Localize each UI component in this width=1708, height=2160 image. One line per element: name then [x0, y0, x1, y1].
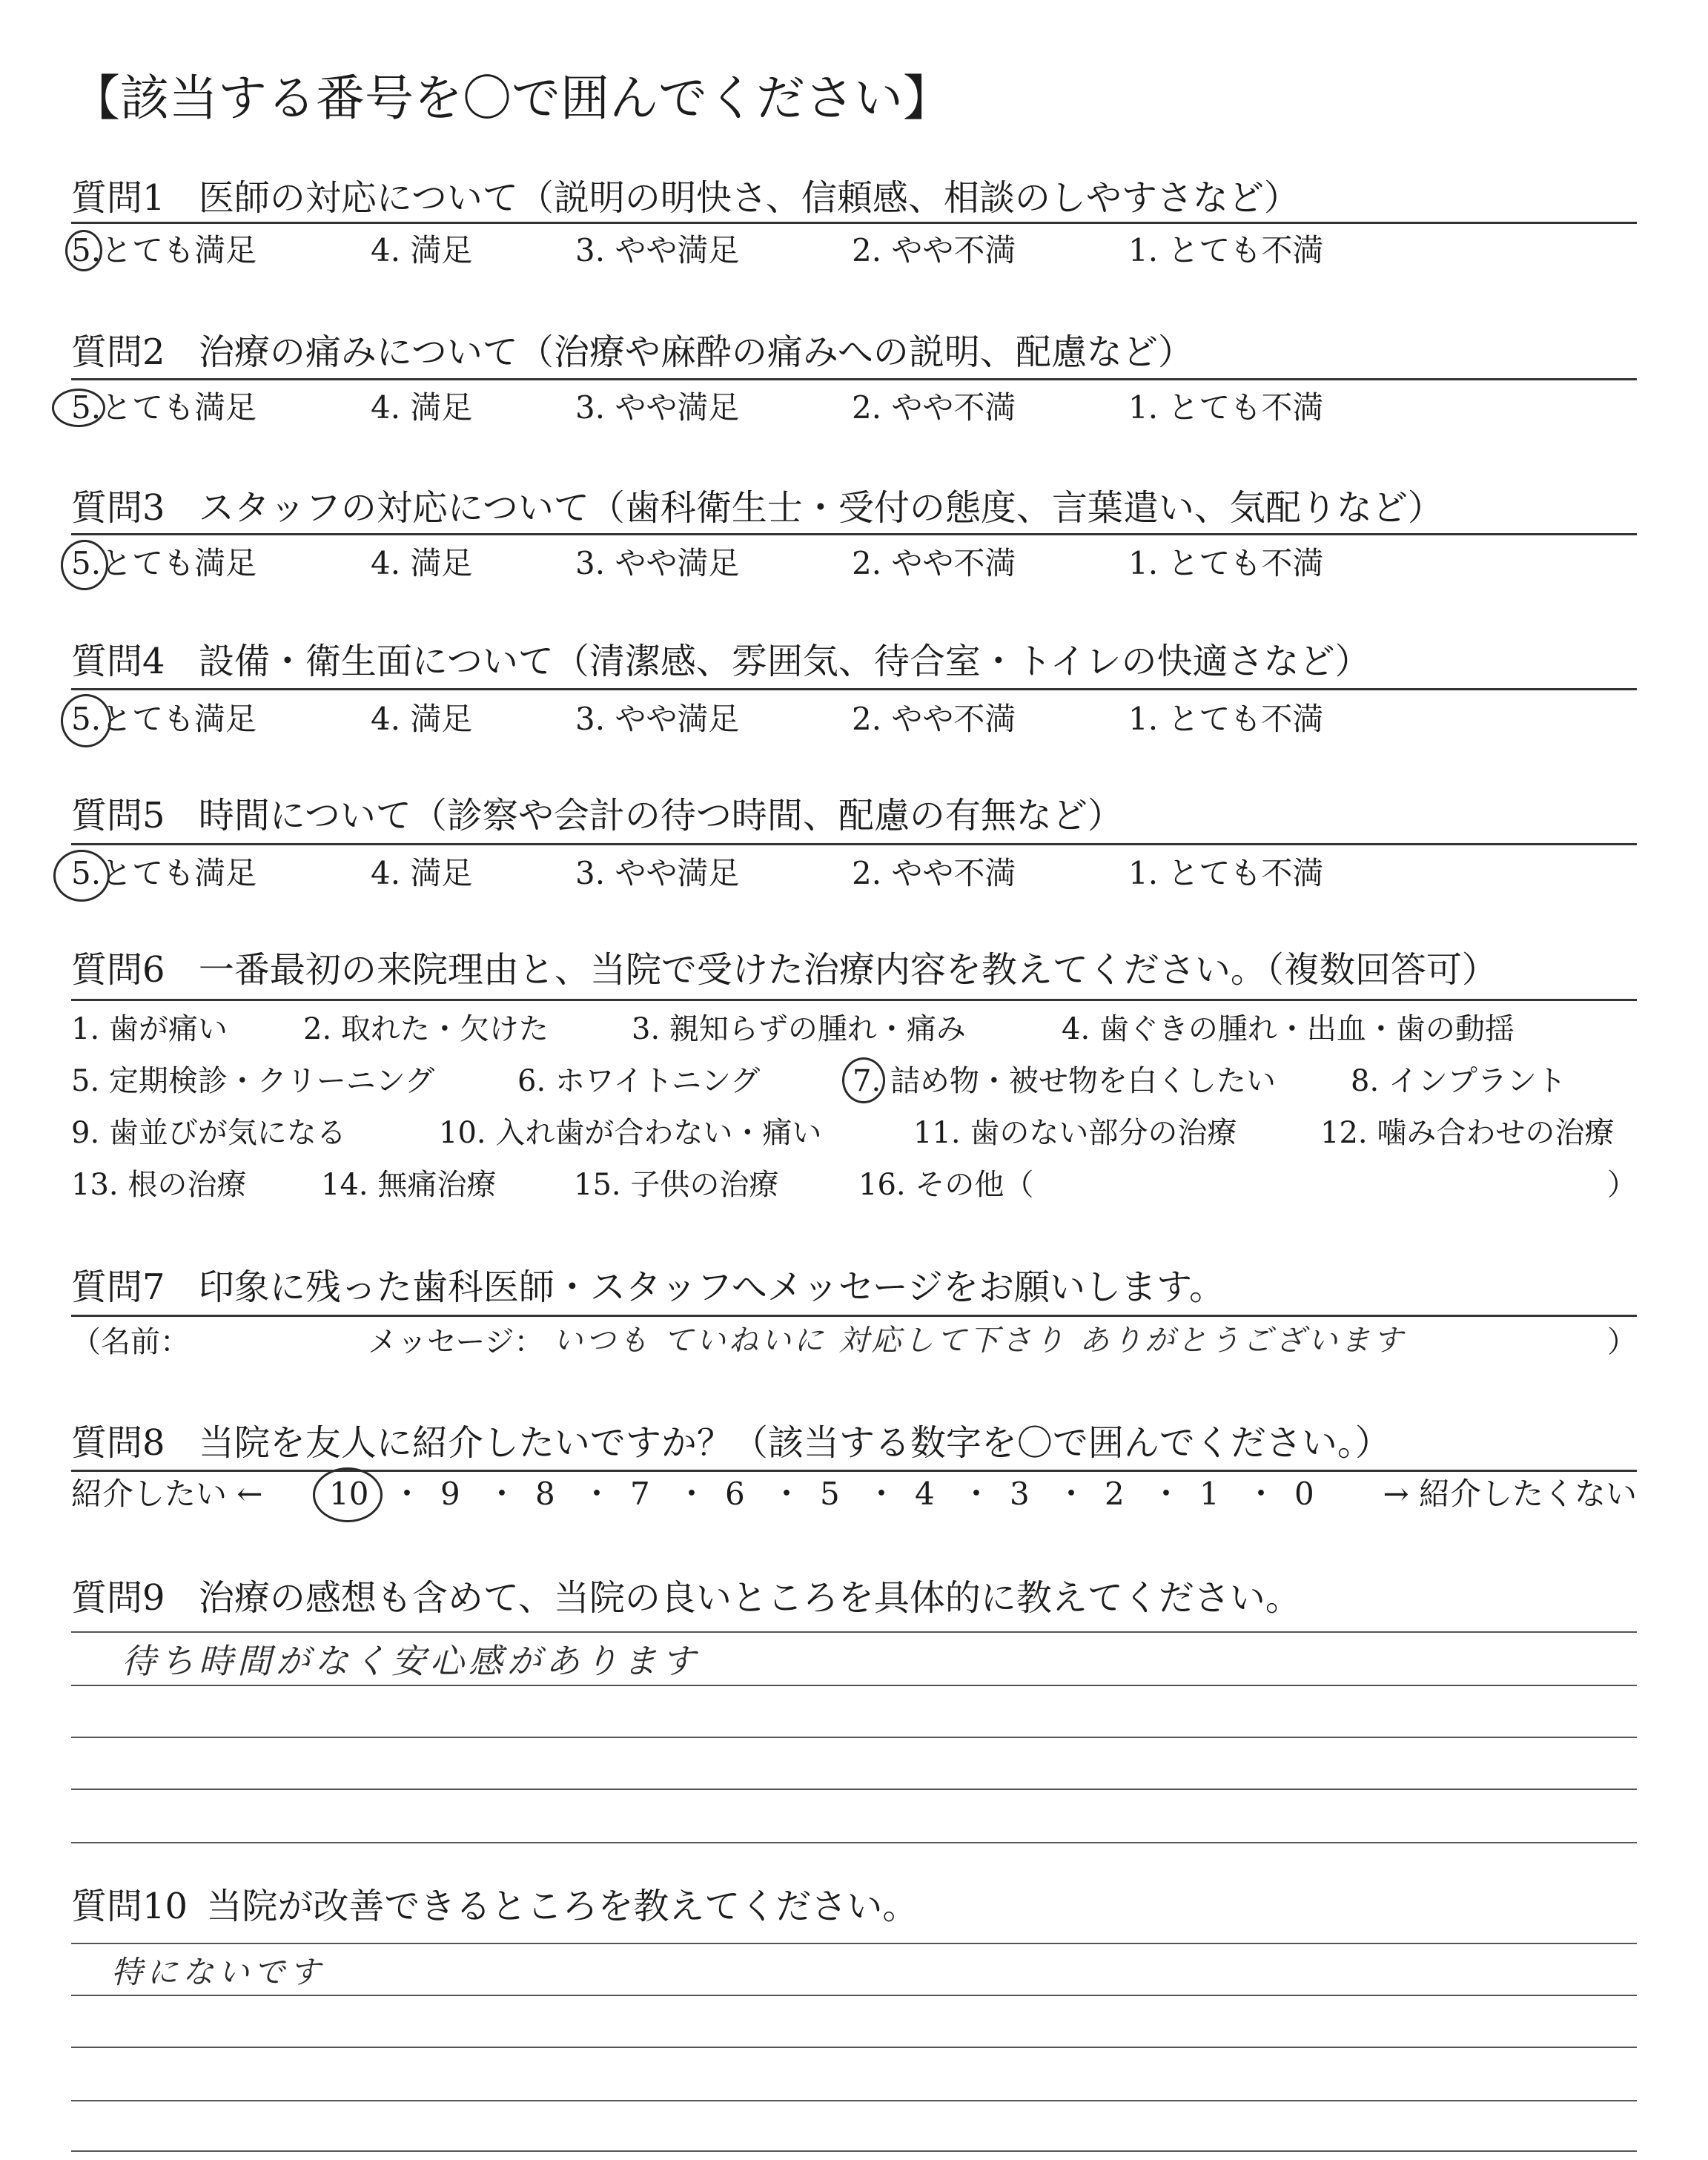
- q9-answer-line: [71, 1631, 1637, 1633]
- question-7-label: 質問7: [71, 1266, 165, 1308]
- q6-option-8[interactable]: 8. インプラント: [1351, 1064, 1566, 1098]
- q6-selection-circle: [842, 1057, 885, 1103]
- q8-scale-6[interactable]: 6: [725, 1476, 745, 1512]
- survey-title: 【該当する番号を〇で囲んでください】: [71, 70, 952, 127]
- question-2-rule: [71, 378, 1637, 380]
- q1-option-1[interactable]: 1. とても不満: [1128, 232, 1324, 268]
- q8-separator: ・: [866, 1476, 898, 1512]
- question-7-rule: [71, 1315, 1637, 1317]
- q6-options-row-1: [71, 1007, 1637, 1051]
- q6-options-row-2: [71, 1059, 1637, 1103]
- q2-option-4[interactable]: 4. 満足: [371, 389, 473, 426]
- q3-selection-circle: [61, 540, 108, 590]
- q6-option-5[interactable]: 5. 定期検診・クリーニング: [71, 1064, 435, 1098]
- question-9-heading: [71, 1576, 1301, 1620]
- q10-answer-text[interactable]: 特にないです: [111, 1954, 325, 1990]
- q10-answer-line: [71, 2150, 1637, 2152]
- q2-option-5[interactable]: 5.とても満足: [71, 389, 257, 426]
- question-4-heading: [71, 639, 1370, 684]
- q5-option-2[interactable]: 2. やや不満: [852, 855, 1016, 891]
- q2-option-2[interactable]: 2. やや不満: [852, 389, 1016, 426]
- q6-option-7[interactable]: 7. 詰め物・被せ物を白くしたい: [853, 1064, 1276, 1098]
- question-2-heading: [71, 330, 1194, 374]
- q2-option-1[interactable]: 1. とても不満: [1128, 389, 1324, 426]
- q8-scale-1[interactable]: 1: [1199, 1476, 1219, 1512]
- q4-option-4[interactable]: 4. 満足: [371, 701, 473, 737]
- q9-answer-line: [71, 1842, 1637, 1843]
- question-4-options: [71, 697, 1637, 742]
- question-3-label: 質問3: [71, 487, 165, 529]
- q1-option-3[interactable]: 3. やや満足: [575, 232, 740, 268]
- question-6-label: 質問6: [71, 949, 165, 991]
- question-10-heading: [71, 1884, 918, 1929]
- q1-option-5[interactable]: 5.とても満足: [71, 232, 257, 268]
- q6-options-row-3: [71, 1111, 1637, 1155]
- question-7-heading: [71, 1265, 1225, 1309]
- q6-option-14[interactable]: 14. 無痛治療: [321, 1168, 497, 1202]
- q6-option-6[interactable]: 6. ホワイトニング: [517, 1064, 761, 1098]
- q8-scale-9[interactable]: 9: [440, 1476, 460, 1512]
- question-5-heading: [71, 793, 1123, 838]
- q8-scale-8[interactable]: 8: [535, 1476, 555, 1512]
- q7-message-text[interactable]: いつも ていねいに 対応して下さり ありがとうございます: [553, 1324, 1406, 1358]
- q8-right-label: → 紹介したくない: [1383, 1476, 1637, 1512]
- q4-option-5[interactable]: 5.とても満足: [71, 701, 257, 737]
- q2-option-3[interactable]: 3. やや満足: [575, 389, 740, 426]
- q9-answer-line: [71, 1789, 1637, 1790]
- q1-selection-circle: [65, 230, 102, 271]
- q5-option-4[interactable]: 4. 満足: [371, 855, 473, 891]
- q8-separator: ・: [391, 1476, 423, 1512]
- q3-option-4[interactable]: 4. 満足: [371, 545, 473, 581]
- question-3-options: [71, 541, 1637, 586]
- question-2-text: 治療の痛みについて（治療や麻酔の痛みへの説明、配慮など）: [198, 331, 1194, 373]
- q3-option-5[interactable]: 5.とても満足: [71, 545, 257, 581]
- q5-option-5[interactable]: 5.とても満足: [71, 855, 257, 891]
- question-8-heading: [71, 1421, 1391, 1465]
- q4-selection-circle: [61, 694, 111, 747]
- question-1-label: 質問1: [71, 177, 165, 219]
- question-1-options: [71, 228, 1637, 273]
- q6-option-11[interactable]: 11. 歯のない部分の治療: [913, 1116, 1237, 1150]
- q5-option-3[interactable]: 3. やや満足: [575, 855, 740, 891]
- q8-scale-row: [71, 1472, 1637, 1516]
- q10-answer-line: [71, 1943, 1637, 1944]
- q8-separator: ・: [1245, 1476, 1277, 1512]
- question-5-text: 時間について（診察や会計の待つ時間、配慮の有無など）: [198, 795, 1123, 836]
- question-5-options: [71, 851, 1637, 896]
- q8-separator: ・: [1056, 1476, 1088, 1512]
- q7-message-label: メッセージ：: [368, 1325, 544, 1359]
- question-8-label: 質問8: [71, 1422, 165, 1464]
- q2-selection-circle: [52, 389, 105, 427]
- q10-answer-line: [71, 2047, 1637, 2048]
- q9-answer-line: [71, 1685, 1637, 1686]
- q6-option-10[interactable]: 10. 入れ歯が合わない・痛い: [439, 1116, 822, 1150]
- question-1-rule: [71, 222, 1637, 224]
- question-8-text: 当院を友人に紹介したいですか？（該当する数字を〇で囲んでください。）: [198, 1422, 1391, 1464]
- question-3-rule: [71, 533, 1637, 535]
- q6-option-1[interactable]: 1. 歯が痛い: [71, 1012, 228, 1046]
- q6-option-3[interactable]: 3. 親知らずの腫れ・痛み: [632, 1012, 966, 1046]
- question-10-label: 質問10: [71, 1886, 188, 1927]
- q1-option-4[interactable]: 4. 満足: [371, 232, 473, 268]
- q8-separator: ・: [1151, 1476, 1182, 1512]
- q5-option-1[interactable]: 1. とても不満: [1128, 855, 1324, 891]
- q6-option-4[interactable]: 4. 歯ぐきの腫れ・出血・歯の動揺: [1062, 1012, 1515, 1046]
- q8-scale-10[interactable]: 10: [329, 1476, 369, 1512]
- question-6-heading: [71, 948, 1497, 992]
- q8-scale-5[interactable]: 5: [820, 1476, 840, 1512]
- question-6-rule: [71, 999, 1637, 1001]
- q6-option-13[interactable]: 13. 根の治療: [71, 1168, 247, 1202]
- question-4-rule: [71, 688, 1637, 690]
- q6-options-row-4: [71, 1163, 1637, 1207]
- question-2-label: 質問2: [71, 331, 165, 373]
- question-10-text: 当院が改善できるところを教えてください。: [206, 1886, 918, 1927]
- q8-scale-4[interactable]: 4: [915, 1476, 935, 1512]
- q9-answer-text[interactable]: 待ち時間がなく安心感があります: [122, 1641, 700, 1681]
- question-2-options: [71, 386, 1637, 430]
- q6-option-2[interactable]: 2. 取れた・欠けた: [303, 1012, 549, 1046]
- question-5-rule: [71, 843, 1637, 845]
- q7-message-row: [71, 1320, 1637, 1364]
- q8-separator: ・: [961, 1476, 993, 1512]
- q9-answer-line: [71, 1737, 1637, 1738]
- q1-option-2[interactable]: 2. やや不満: [852, 232, 1016, 268]
- q6-other-close-paren: ）: [1607, 1168, 1637, 1202]
- q8-scale-0[interactable]: 0: [1294, 1476, 1314, 1512]
- q4-option-2[interactable]: 2. やや不満: [852, 701, 1016, 737]
- question-3-heading: [71, 486, 1443, 530]
- q8-selection-circle: [313, 1467, 383, 1522]
- q6-option-15[interactable]: 15. 子供の治療: [574, 1168, 779, 1202]
- q4-option-1[interactable]: 1. とても不満: [1128, 701, 1324, 737]
- q4-option-3[interactable]: 3. やや満足: [575, 701, 740, 737]
- q3-option-2[interactable]: 2. やや不満: [852, 545, 1016, 581]
- question-3-text: スタッフの対応について（歯科衛生士・受付の態度、言葉遣い、気配りなど）: [198, 487, 1443, 529]
- q3-option-1[interactable]: 1. とても不満: [1128, 545, 1324, 581]
- q10-answer-line: [71, 2100, 1637, 2101]
- question-5-label: 質問5: [71, 795, 165, 836]
- q8-separator: ・: [676, 1476, 708, 1512]
- question-1-text: 医師の対応について（説明の明快さ、信頼感、相談のしやすさなど）: [198, 177, 1300, 219]
- q6-option-12[interactable]: 12. 噛み合わせの治療: [1320, 1116, 1615, 1150]
- q6-option-9[interactable]: 9. 歯並びが気になる: [71, 1116, 346, 1150]
- q8-scale-2[interactable]: 2: [1105, 1476, 1125, 1512]
- q8-separator: ・: [581, 1476, 613, 1512]
- q8-scale-7[interactable]: 7: [630, 1476, 650, 1512]
- question-4-text: 設備・衛生面について（清潔感、雰囲気、待合室・トイレの快適さなど）: [198, 641, 1371, 682]
- question-9-text: 治療の感想も含めて、当院の良いところを具体的に教えてください。: [198, 1577, 1301, 1619]
- q8-separator: ・: [486, 1476, 518, 1512]
- q10-answer-line: [71, 1995, 1637, 1996]
- q6-option-16[interactable]: 16. その他（: [858, 1168, 1034, 1202]
- q7-name-label: （名前：: [71, 1325, 190, 1359]
- q8-left-label: 紹介したい ←: [71, 1476, 263, 1512]
- question-4-label: 質問4: [71, 641, 165, 682]
- q8-separator: ・: [771, 1476, 803, 1512]
- q8-scale-3[interactable]: 3: [1010, 1476, 1030, 1512]
- question-7-text: 印象に残った歯科医師・スタッフへメッセージをお願いします。: [198, 1266, 1225, 1308]
- q7-close-paren: ）: [1607, 1325, 1637, 1359]
- question-6-text: 一番最初の来院理由と、当院で受けた治療内容を教えてください。（複数回答可）: [198, 949, 1497, 991]
- question-9-label: 質問9: [71, 1577, 165, 1619]
- q5-selection-circle: [53, 850, 110, 902]
- q3-option-3[interactable]: 3. やや満足: [575, 545, 740, 581]
- question-1-heading: [71, 176, 1300, 220]
